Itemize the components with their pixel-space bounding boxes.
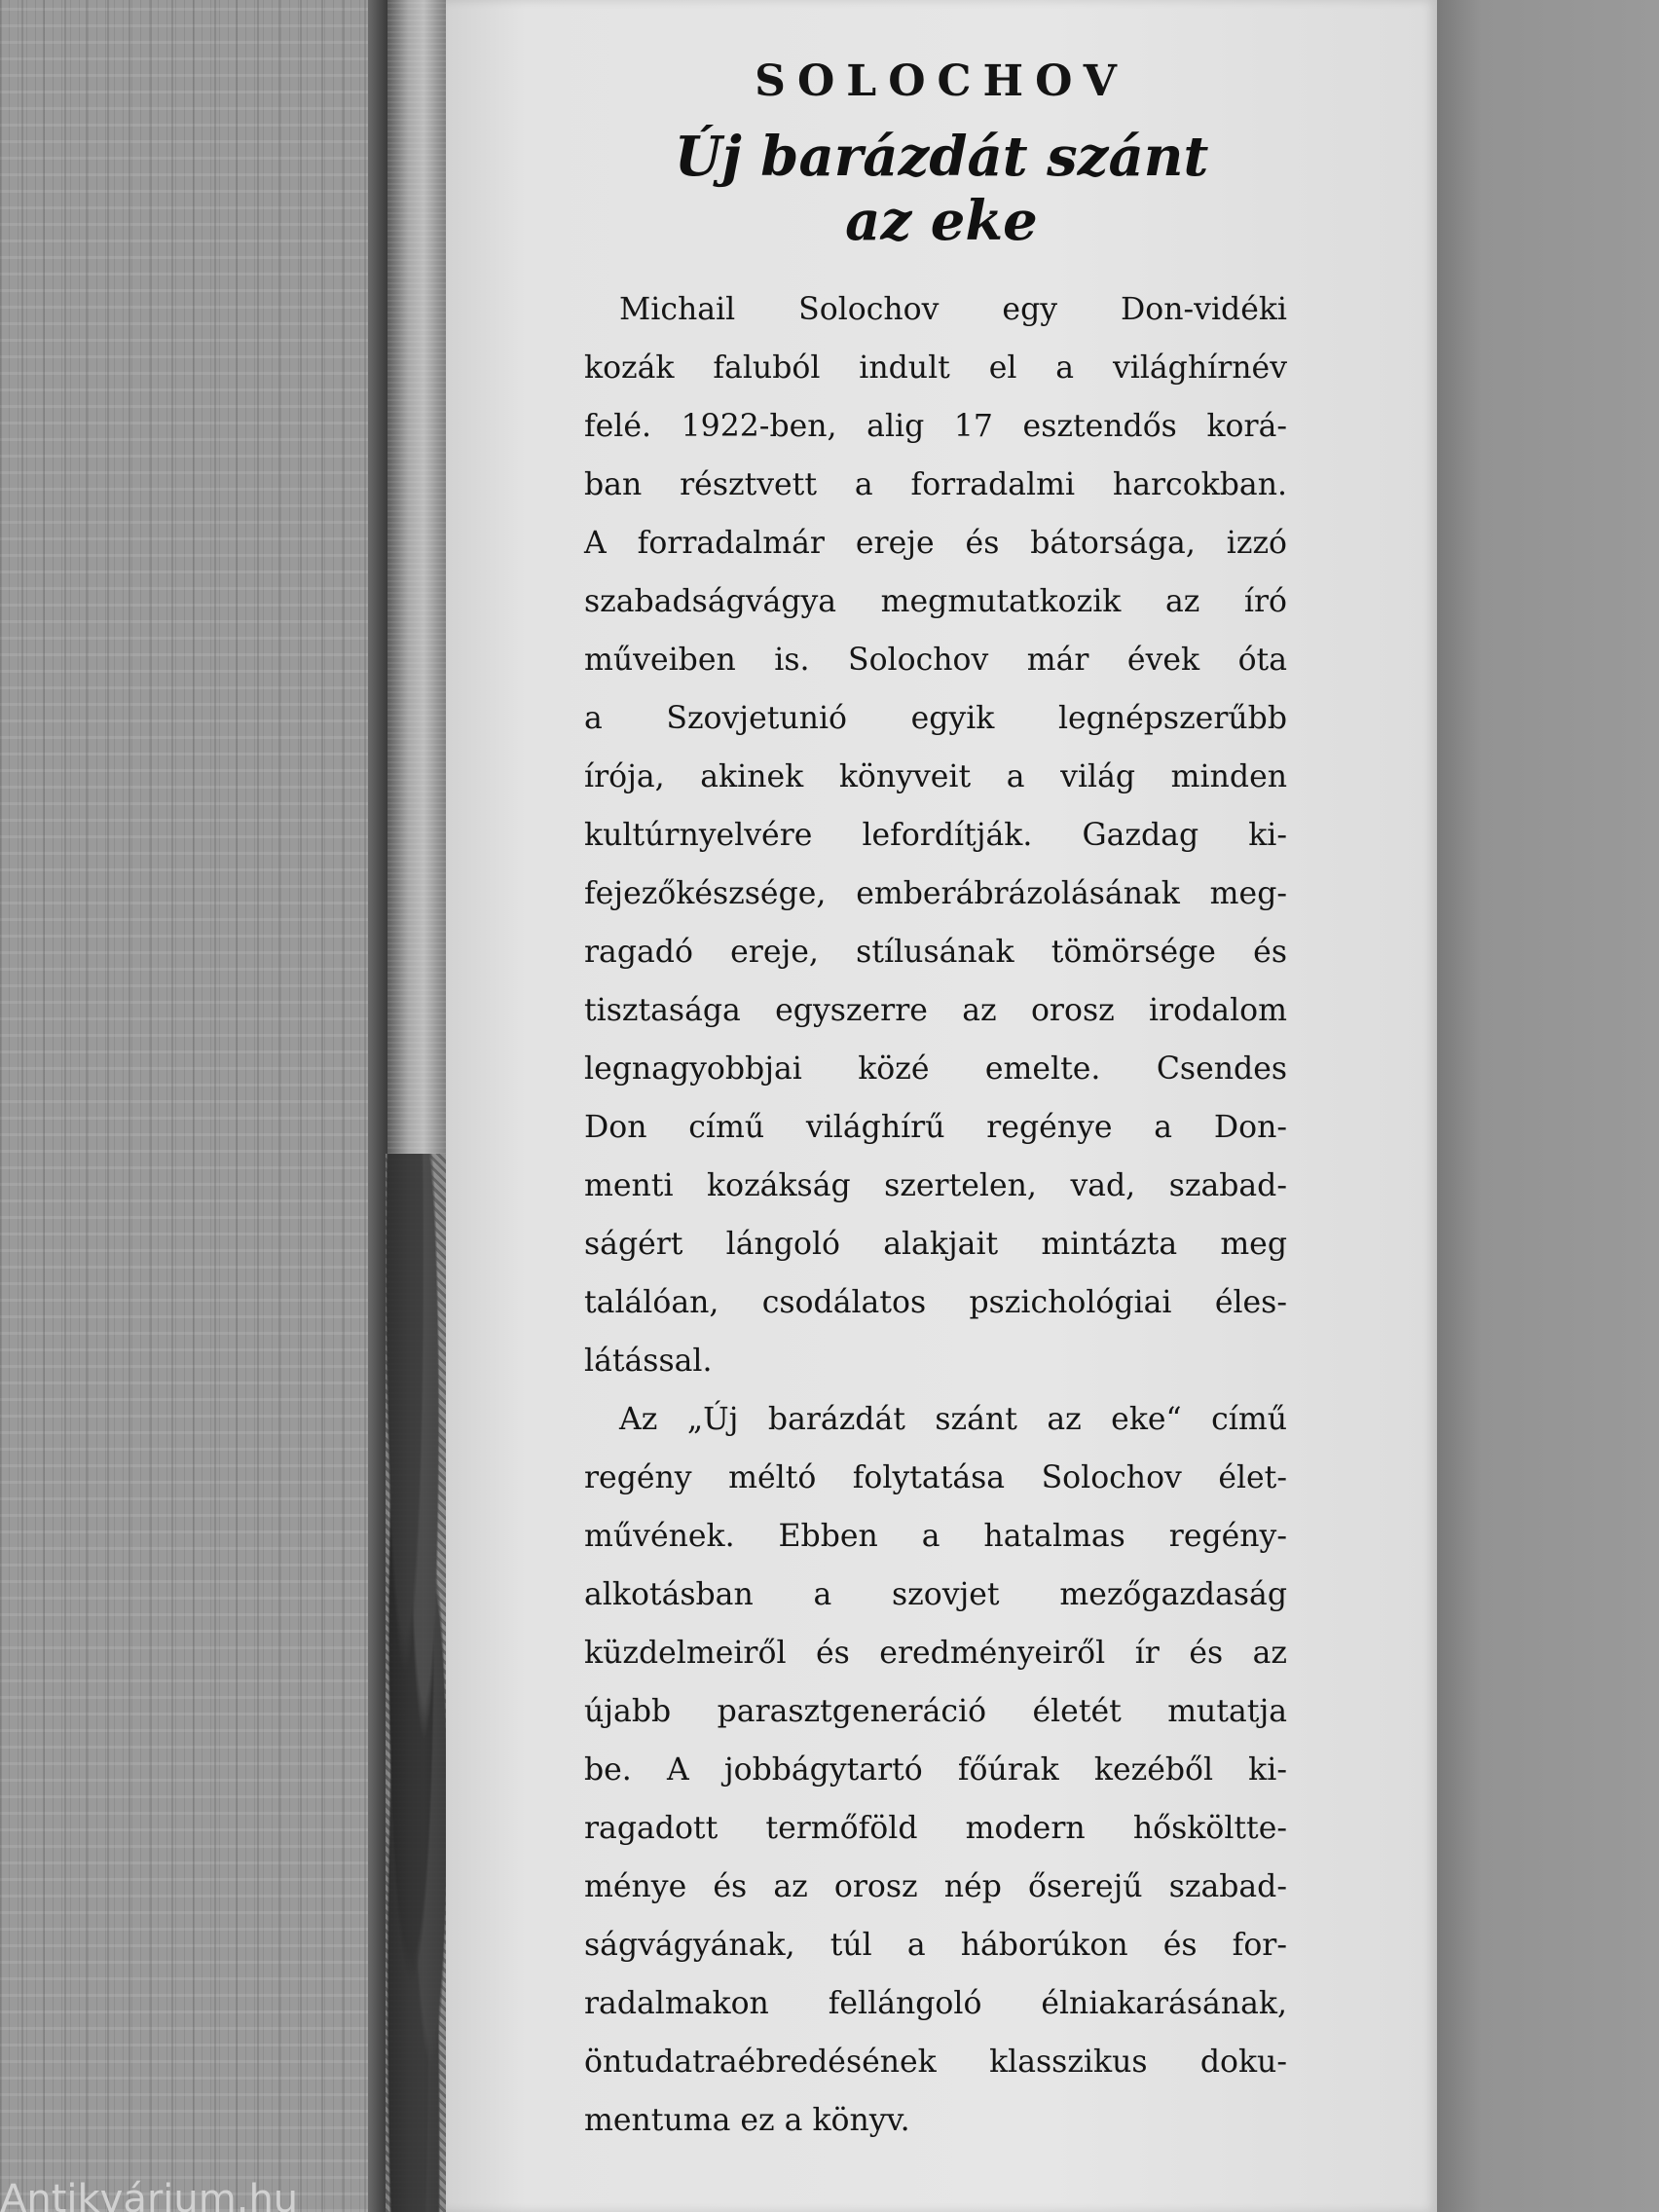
text-line: találóan, csodálatos pszichológiai éles- [584,1285,1287,1320]
text-line: Don című világhírű regénye a Don- [584,1110,1287,1145]
text-line: be. A jobbágytartó főúrak kezéből ki- [584,1752,1287,1788]
text-line: öntudatraébredésének klasszikus doku- [584,2045,1287,2080]
text-line: Michail Solochov egy Don-vidéki [619,292,1287,327]
text-line: tisztasága egyszerre az orosz irodalom [584,993,1287,1028]
text-line: újabb parasztgeneráció életét mutatja [584,1694,1287,1729]
text-line: mentuma ez a könyv. [584,2103,910,2138]
book-cover-texture [0,0,382,2212]
text-line: műveiben is. Solochov már évek óta [584,643,1287,678]
spine-wear [386,1154,450,2212]
cover-edge [368,0,387,2212]
text-line: művének. Ebben a hatalmas regény- [584,1519,1287,1554]
text-line: fejezőkészsége, emberábrázolásának meg- [584,876,1287,911]
text-line: kultúrnyelvére lefordítják. Gazdag ki- [584,818,1287,853]
text-line: ságvágyának, túl a háborúkon és for- [584,1928,1287,1963]
watermark: Antikvárium.hu [0,2177,299,2212]
text-line: ragadott termőföld modern hősköltte- [584,1811,1287,1846]
text-line: kozák faluból indult el a világhírnév [584,350,1287,386]
blurb-paragraph-2 [584,1390,1287,2150]
blurb-text [584,280,1287,2150]
text-line: Az „Új barázdát szánt az eke“ című [619,1402,1287,1437]
blurb-paragraph-1 [584,280,1287,1390]
background-surface [1437,0,1659,2212]
text-line: a Szovjetunió egyik legnépszerűbb [584,701,1287,736]
text-line: radalmakon fellángoló élniakarásának, [584,1986,1287,2021]
book-title-line: az eke [845,189,1038,253]
text-line: regény méltó folytatása Solochov élet- [584,1460,1287,1495]
text-line: ságért lángoló alakjait mintázta meg [584,1227,1287,1262]
text-line: küzdelmeiről és eredményeiről ír és az [584,1636,1287,1671]
text-line: ban résztvett a forradalmi harcokban. [584,467,1287,502]
book-title-line: Új barázdát szánt [674,125,1209,189]
text-line: legnagyobbjai közé emelte. Csendes [584,1051,1287,1087]
author-name: SOLOCHOV [755,56,1128,106]
text-line: ragadó ereje, stílusának tömörsége és [584,935,1287,970]
book-title [446,125,1437,253]
text-line: látással. [584,1344,713,1379]
text-line: szabadságvágya megmutatkozik az író [584,584,1287,619]
text-line: menti kozákság szertelen, vad, szabad- [584,1168,1287,1203]
text-line: alkotásban a szovjet mezőgazdaság [584,1577,1287,1612]
text-line: ménye és az orosz nép őserejű szabad- [584,1869,1287,1904]
text-line: felé. 1922-ben, alig 17 esztendős korá- [584,409,1287,444]
text-line: írója, akinek könyveit a világ minden [584,759,1287,794]
text-line: A forradalmár ereje és bátorsága, izzó [584,526,1287,561]
